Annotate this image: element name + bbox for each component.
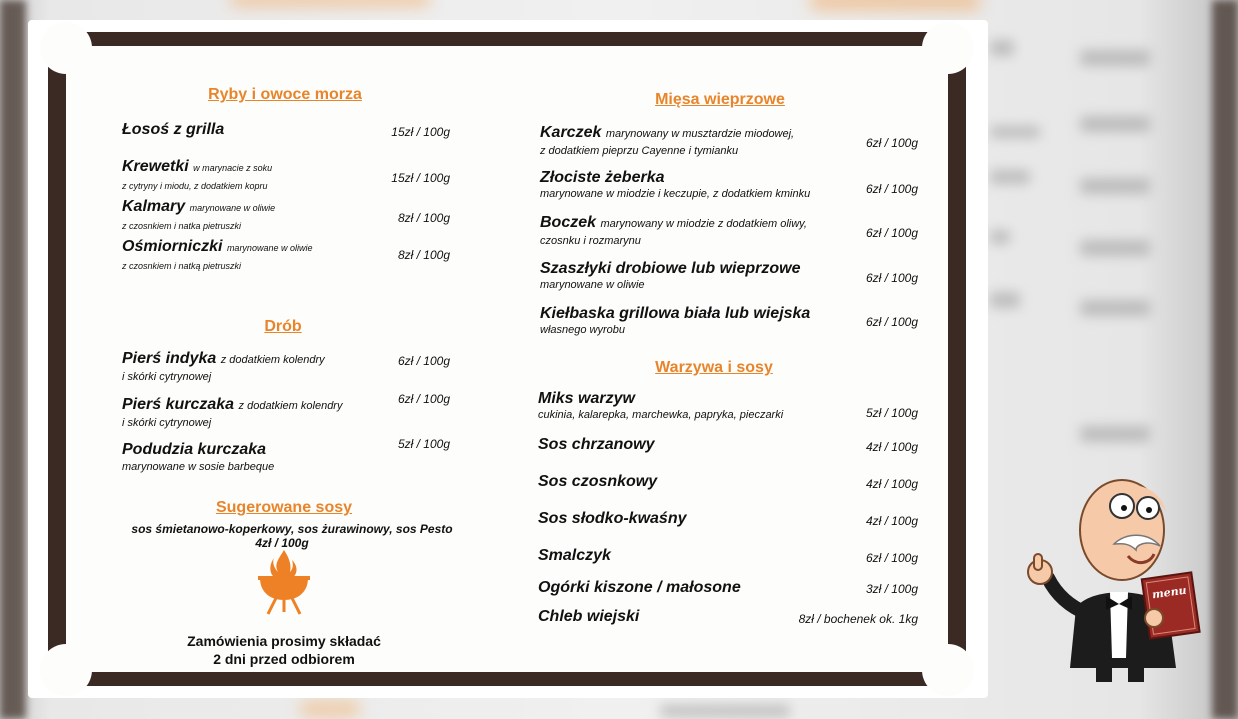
section-title-drob: Drób (264, 318, 302, 335)
item-description-line2: i skórki cytrynowej (122, 417, 212, 429)
item-name: Sos czosnkowy (538, 473, 658, 490)
item-price: 5zł / 100g (865, 406, 918, 420)
item-price: 6zł / 100g (397, 392, 450, 406)
frame-corner-top-right (922, 22, 974, 74)
blur-shape (230, 0, 430, 6)
menu-item (538, 547, 611, 565)
menu-item (540, 261, 801, 293)
menu-item (122, 158, 272, 194)
item-description-line2: z czosnkiem i natka pietruszki (122, 221, 242, 231)
item-name: Pierś indyka (122, 350, 217, 367)
blur-shape (990, 230, 1010, 244)
menu-item (538, 608, 639, 626)
item-description-line2: cukinia, kalarepka, marchewka, papryka, pieczarki (538, 409, 784, 421)
blur-shape (1080, 50, 1150, 66)
menu-item (538, 579, 741, 597)
item-description-line2: z czosnkiem i natką pietruszki (122, 261, 242, 271)
menu-item (122, 121, 224, 139)
item-price: 4zł / 100g (865, 440, 918, 454)
blur-shape (660, 705, 790, 717)
item-name: Boczek (540, 214, 597, 231)
item-description-line2: marynowane w sosie barbeque (122, 461, 275, 473)
blur-shape (1080, 178, 1150, 194)
blur-shape (990, 40, 1014, 56)
menu-item (540, 215, 807, 249)
item-price: 8zł / bochenek ok. 1kg (798, 612, 918, 626)
item-price: 6zł / 100g (865, 551, 918, 565)
menu-item (538, 436, 654, 454)
menu-item (540, 125, 794, 159)
blur-shape (1080, 426, 1150, 442)
item-name: Miks warzyw (538, 390, 635, 407)
menu-item (540, 306, 810, 338)
item-name: Pierś kurczaka (122, 396, 235, 413)
item-name: Sos chrzanowy (538, 436, 655, 453)
item-description-line2: własnego wyrobu (540, 324, 625, 336)
item-description: marynowane w oliwie (226, 243, 313, 253)
item-name: Kiełbaska grillowa biała lub wiejska (540, 305, 811, 322)
blur-shape (990, 170, 1030, 184)
blur-shape (1080, 116, 1150, 132)
menu-item (538, 510, 687, 528)
item-name: Chleb wiejski (538, 608, 640, 625)
item-name: Łosoś z grilla (122, 121, 225, 138)
item-price: 6zł / 100g (865, 315, 918, 329)
item-description-line2: z cytryny i miodu, z dodatkiem kopru (122, 181, 268, 191)
item-price: 15zł / 100g (391, 125, 450, 139)
item-price: 6zł / 100g (397, 354, 450, 368)
item-price: 4zł / 100g (865, 477, 918, 491)
frame-corner-top-left (40, 22, 92, 74)
blur-shape (300, 702, 360, 716)
blur-shape (990, 126, 1040, 138)
item-price: 5zł / 100g (397, 437, 450, 451)
item-price: 8zł / 100g (397, 211, 450, 225)
item-price: 6zł / 100g (865, 136, 918, 150)
order-note-line1: Zamówienia prosimy składać (187, 633, 381, 649)
item-description: w marynacie z soku (193, 163, 273, 173)
item-name: Szaszłyki drobiowe lub wieprzowe (540, 260, 801, 277)
item-price: 4zł / 100g (865, 514, 918, 528)
menu-item (538, 473, 657, 491)
item-price: 6zł / 100g (865, 271, 918, 285)
section-title-wieprz: Mięsa wieprzowe (655, 91, 785, 108)
item-description: z dodatkiem kolendry (238, 400, 343, 412)
menu-item (122, 198, 275, 234)
menu-item (538, 391, 783, 423)
item-description: marynowany w miodzie z dodatkiem oliwy, (600, 218, 807, 230)
order-note-line2: 2 dni przed odbiorem (213, 651, 355, 667)
menu-item (122, 397, 342, 431)
item-name: Ośmiorniczki (122, 238, 223, 255)
background-edge-left (0, 0, 26, 719)
item-price: 15zł / 100g (391, 171, 450, 185)
section-title-warzywa: Warzywa i sosy (655, 359, 773, 376)
item-description: marynowane w oliwie (189, 203, 276, 213)
item-name: Podudzia kurczaka (122, 441, 267, 458)
item-name: Ogórki kiszone / małosone (538, 579, 741, 596)
item-description: z dodatkiem kolendry (220, 354, 325, 366)
item-description-line2: marynowane w oliwie (540, 279, 645, 291)
sauce-list: sos śmietanowo-koperkowy, sos żurawinowy, sos Pesto (131, 522, 453, 536)
item-description-line2: marynowane w miodzie i keczupie, z dodatkiem kminku (540, 188, 811, 200)
item-price: 3zł / 100g (865, 582, 918, 596)
menu-item (122, 238, 312, 274)
blur-shape (990, 292, 1020, 308)
item-name: Kalmary (122, 198, 186, 215)
item-description-line2: i skórki cytrynowej (122, 371, 212, 383)
section-title-ryby: Ryby i owoce morza (208, 86, 362, 103)
item-name: Karczek (540, 124, 602, 141)
item-price: 8zł / 100g (397, 248, 450, 262)
grill-icon (254, 548, 314, 618)
item-description: marynowany w musztardzie miodowej, (605, 128, 795, 140)
menu-item (540, 170, 810, 202)
frame-corner-bottom-left (40, 644, 92, 696)
item-name: Sos słodko-kwaśny (538, 510, 687, 527)
frame-corner-bottom-right (922, 644, 974, 696)
chef-menu-sign-text: menu (1151, 583, 1188, 602)
item-description-line2: czosnku i rozmarynu (540, 235, 641, 247)
item-name: Krewetki (122, 158, 189, 175)
sauce-price: 4zł / 100g (255, 536, 309, 550)
item-name: Złociste żeberka (540, 169, 665, 186)
item-name: Smalczyk (538, 547, 611, 564)
item-price: 6zł / 100g (865, 182, 918, 196)
section-title-sosy: Sugerowane sosy (215, 499, 353, 516)
blur-shape (810, 0, 980, 10)
menu-item (122, 351, 325, 385)
blur-shape (1080, 300, 1150, 316)
chef-illustration (1018, 468, 1218, 688)
menu-item (122, 442, 274, 475)
blur-shape (1080, 240, 1150, 256)
item-description-line2: z dodatkiem pieprzu Cayenne i tymianku (540, 145, 739, 157)
item-price: 6zł / 100g (865, 226, 918, 240)
